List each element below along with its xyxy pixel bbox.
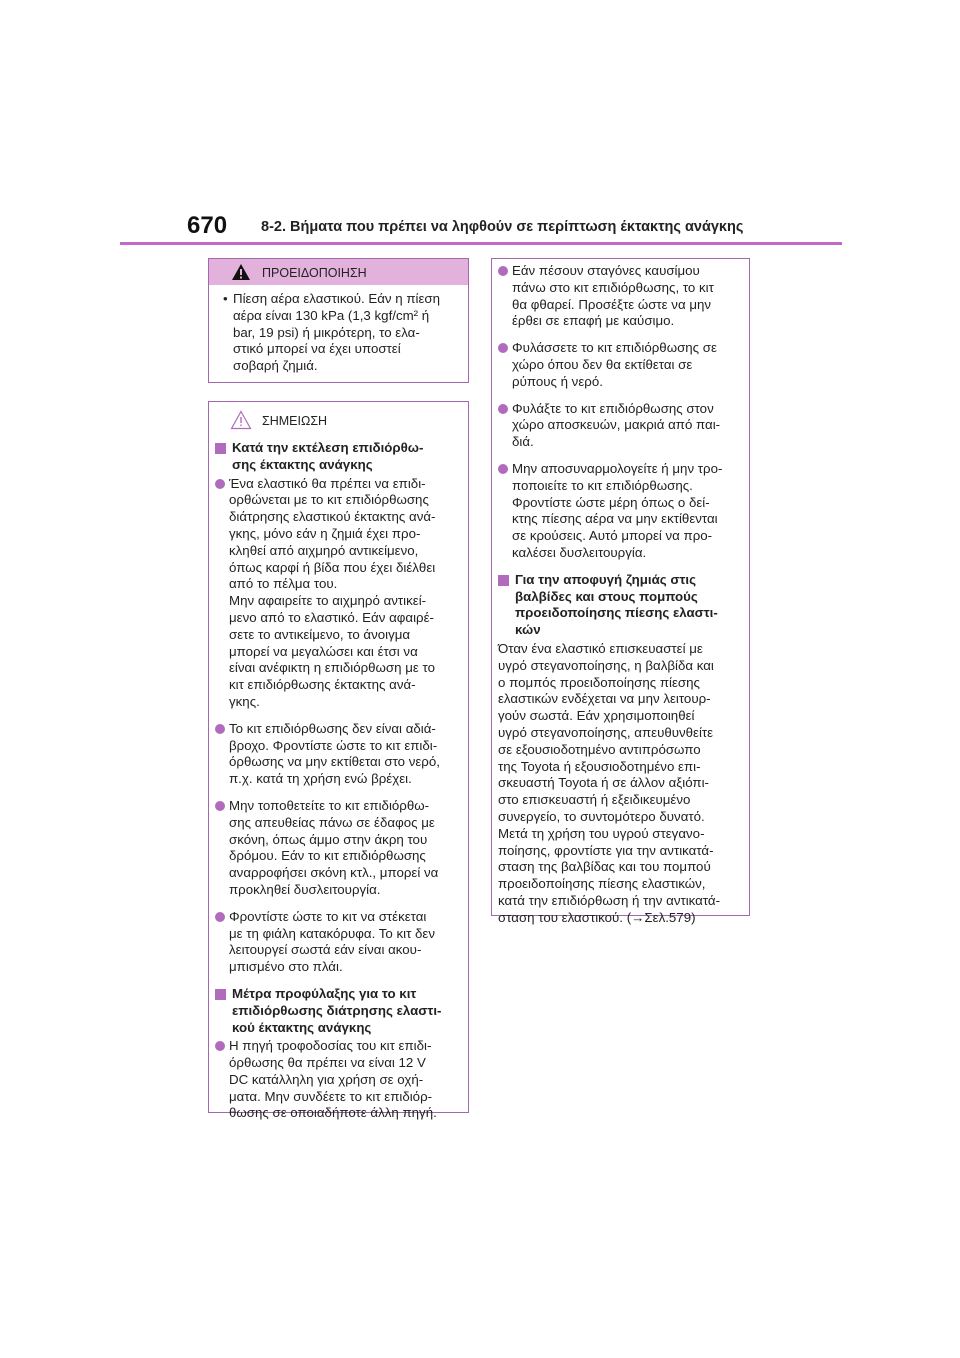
section-title: 8-2. Βήματα που πρέπει να ληφθούν σε περίπτωση έκτακτης ανάγκης (261, 219, 744, 235)
circle-bullet-icon (215, 801, 225, 811)
body-paragraph: Όταν ένα ελαστικό επισκευαστεί με υγρό στεγανοποίησης, η βαλβίδα και ο πομπός προειδοποίησης πίεσης ελαστικών ενδέχεται να μην λειτουρ- γούν σωστά. Εάν χρησιμοποιηθεί υγρό στεγανοποίησης, απευθυνθείτε σε εξουσιοδοτημένο αντιπρόσωπο της Toyota ή εξουσιοδοτημένο επι- σκευαστή Toyota ή σε άλλον αξιόπι- στο επισκευαστή ή εξειδικευμένο συνεργείο, το συντομότερο δυνατό. Μετά τη χρήση του υγρού στεγανο- ποίησης, φροντίστε για την αντικατά- σταση της βαλβίδας και του πομπού προειδοποίησης πίεσης ελαστικών, κατά την επιδιόρθωση ή την αντικατά- σταση του ελαστικού. (→Σελ.579) (498, 640, 721, 925)
warning-item (223, 291, 458, 375)
warning-header (209, 259, 468, 285)
page-header (0, 0, 960, 250)
circle-bullet-icon (498, 404, 508, 414)
circle-bullet-icon (498, 343, 508, 353)
list-item: Εάν πέσουν σταγόνες καυσίμου πάνω στο κιτ επιδιόρθωσης, το κιτ θα φθαρεί. Προσέξτε ώστε να μην έρθει σε επαφή με καύσιμο. (498, 263, 741, 330)
square-bullet-icon (215, 989, 226, 1000)
note-continued-box (491, 258, 750, 925)
square-bullet-icon (498, 575, 509, 586)
bullet-icon: • (223, 291, 228, 306)
circle-bullet-icon (498, 464, 508, 474)
circle-bullet-icon (215, 479, 225, 489)
note-title: ΣΗΜΕΙΩΣΗ (262, 414, 328, 428)
header-divider (120, 242, 842, 245)
warning-triangle-icon (231, 263, 251, 281)
warning-text: Πίεση αέρα ελαστικού. Εάν η πίεση αέρα είναι 130 kPa (1,3 kgf/cm² ή bar, 19 psi) ή μικρότερη, το ελα- στικό μπορεί να έχει υποστεί σοβαρή ζημιά. (233, 291, 441, 374)
note-box (208, 401, 469, 1121)
list-item: Μην αποσυναρμολογείτε ή μην τρο- ποποιείτε το κιτ επιδιόρθωσης. Φροντίστε ώστε μέρη όπως ο δεί- κτης πίεσης αέρα να μην εκτίθενται σε κρούσεις. Αυτό μπορεί να προ- καλέσει δυσλειτουργία. (498, 461, 741, 562)
warning-title: ΠΡΟΕΙΔΟΠΟΙΗΣΗ (262, 266, 367, 280)
list-item: Φροντίστε ώστε το κιτ να στέκεται με τη φιάλη κατακόρυφα. Το κιτ δεν λειτουργεί σωστά εάν είναι ακου- μπισμένο στο πλάι. (215, 909, 460, 976)
section-heading: Κατά την εκτέλεση επιδιόρθω- σης έκτακτης ανάγκης (215, 440, 460, 474)
list-item: Φυλάξτε το κιτ επιδιόρθωσης στον χώρο αποσκευών, μακριά από παι- διά. (498, 401, 741, 451)
circle-bullet-icon (215, 724, 225, 734)
list-item: Φυλάσσετε το κιτ επιδιόρθωσης σε χώρο όπου δεν θα εκτίθεται σε ρύπους ή νερό. (498, 340, 741, 390)
section-heading: Για την αποφυγή ζημιάς στις βαλβίδες και στους πομπούς προειδοποίησης πίεσης ελαστι- κών (498, 572, 741, 639)
circle-bullet-icon (498, 266, 508, 276)
caution-triangle-icon (230, 410, 252, 430)
list-item: Η πηγή τροφοδοσίας του κιτ επιδι- όρθωσης θα πρέπει να είναι 12 V DC κατάλληλη για χρήση σε οχή- ματα. Μην συνδέετε το κιτ επιδιόρ- θωσης σε οποιαδήποτε άλλη πηγή. (215, 1038, 460, 1122)
circle-bullet-icon (215, 912, 225, 922)
page-number: 670 (187, 212, 228, 239)
list-item: Το κιτ επιδιόρθωσης δεν είναι αδιά- βροχο. Φροντίστε ώστε το κιτ επιδι- όρθωσης να μην εκτίθεται στο νερό, π.χ. κατά τη χρήση ενώ βρέχει. (215, 721, 460, 788)
warning-box (208, 258, 469, 383)
section-heading: Μέτρα προφύλαξης για το κιτ επιδιόρθωσης διάτρησης ελαστι- κού έκτακτης ανάγκης (215, 986, 460, 1036)
note-header (209, 402, 468, 436)
list-item: Μην τοποθετείτε το κιτ επιδιόρθω- σης απευθείας πάνω σε έδαφος με σκόνη, όπως άμμο στην άκρη του δρόμου. Εάν το κιτ επιδιόρθωσης αναρροφήσει σκόνη κτλ., μπορεί να προκληθεί δυσλειτουργία. (215, 798, 460, 899)
circle-bullet-icon (215, 1041, 225, 1051)
square-bullet-icon (215, 443, 226, 454)
list-item: Ένα ελαστικό θα πρέπει να επιδι- ορθώνεται με το κιτ επιδιόρθωσης διάτρησης ελαστικού έκτακτης ανά- γκης, μόνο εάν η ζημιά έχει προ- κληθεί από αιχμηρό αντικείμενο, όπως καρφί ή βίδα που έχει διέλθει από το πέλμα του. Μην αφαιρείτε το αιχμηρό αντικεί- μενο από το ελαστικό. Εάν αφαιρέ- σετε το αντικείμενο, το άνοιγμα μπορεί να μεγαλώσει και έτσι να είναι ανέφικτη η επιδιόρθωση με το κιτ επιδιόρθωσης έκτακτης ανά- γκης. (215, 476, 460, 711)
